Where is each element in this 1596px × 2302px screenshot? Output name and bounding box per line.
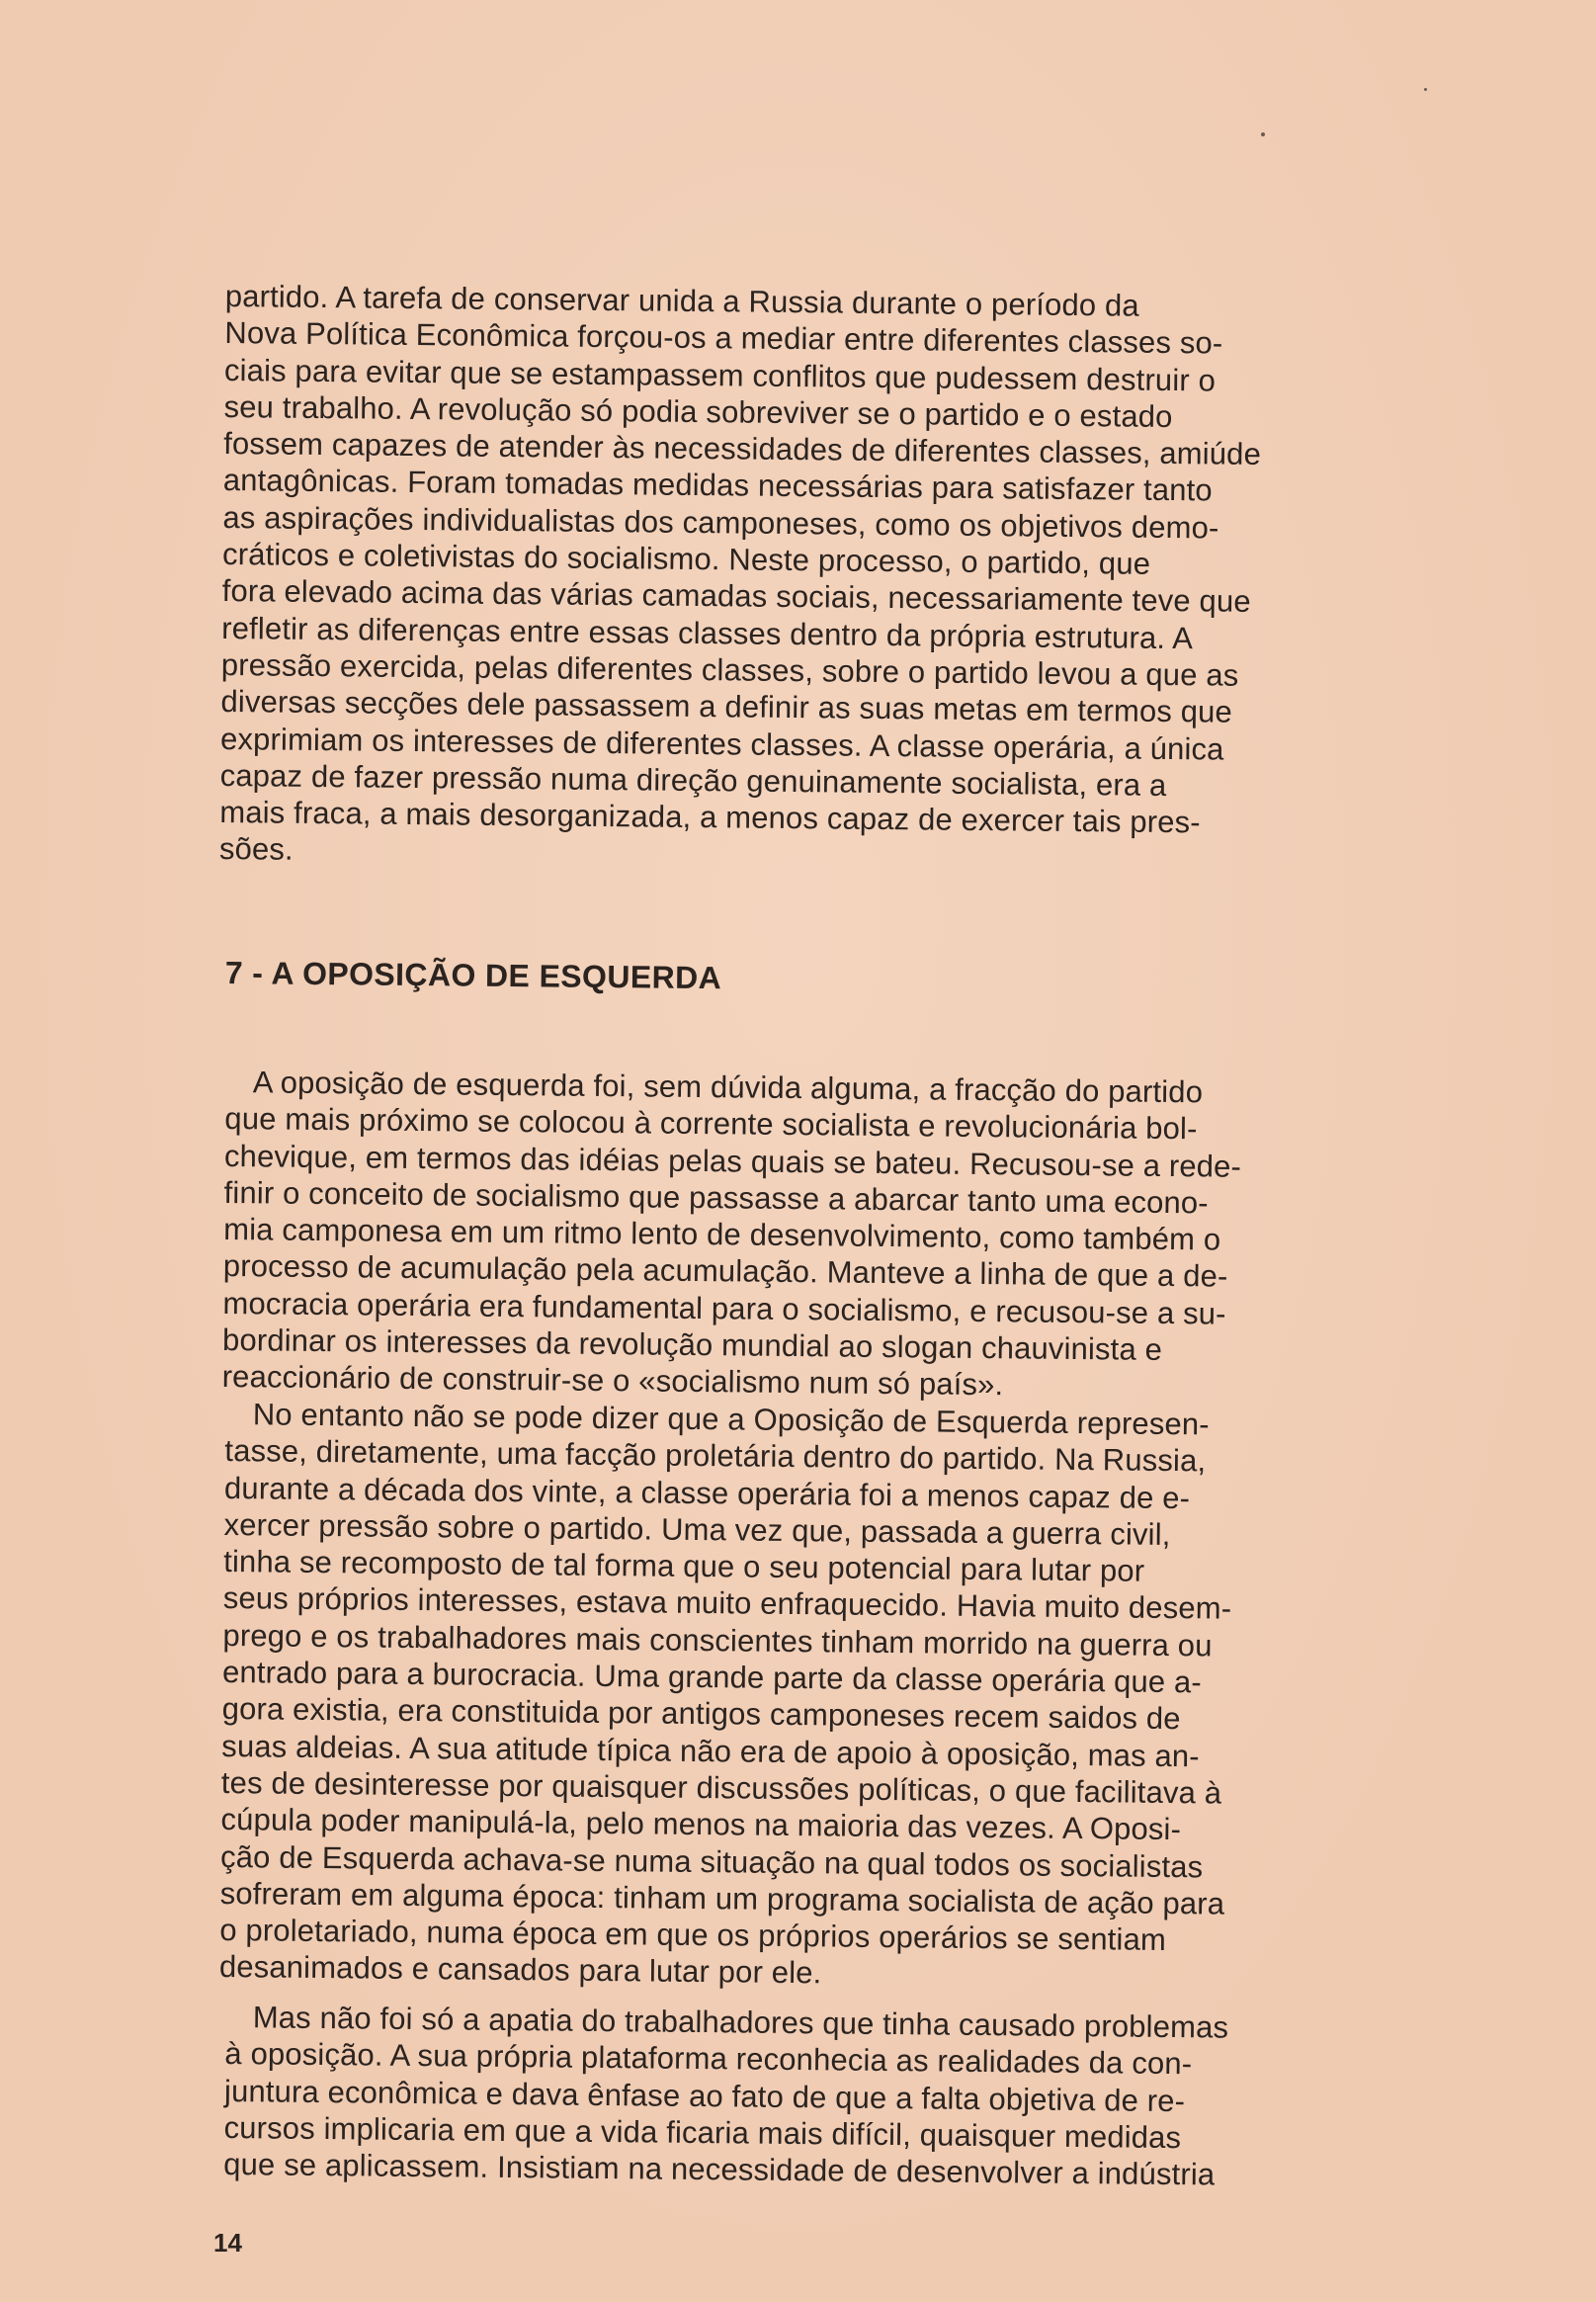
text-line: entrado para a burocracia. Uma grande parte da classe operária que a- [221,1655,1203,1700]
text-line: prego e os trabalhadores mais conscientes tinham morrido na guerra ou [222,1617,1213,1663]
text-line: sofreram em alguma época: tinham um programa socialista de ação para [219,1875,1225,1921]
text-line: mia camponesa em um ritmo lento de desenvolvimento, como também o [223,1212,1221,1257]
text-line: tinha se recomposto de tal forma que o seu potencial para lutar por [223,1544,1145,1588]
text-line: processo de acumulação pela acumulação. Manteve a linha de que a de- [222,1248,1228,1295]
paper-speck [1261,132,1265,136]
text-line: fora elevado acima das várias camadas sociais, necessariamente teve que [221,573,1251,620]
text-line: capaz de fazer pressão numa direção genuinamente socialista, era a [219,757,1167,803]
text-line: gora existia, era constituida por antigos camponeses recem saidos de [221,1691,1181,1737]
text-line: cursos implicaria em que a vida ficaria mais difícil, quaisquer medidas [223,2109,1182,2156]
text-line: bordinar os interesses da revolução mundial ao slogan chauvinista e [221,1322,1163,1368]
text-line: partido. A tarefa de conservar unida a Russia durante o período da [224,278,1139,323]
text-line: cúpula poder manipulá-la, pelo menos na maioria das vezes. A Oposi- [220,1802,1182,1847]
text-line: juntura econômica e dava ênfase ao fato de que a falta objetiva de re- [223,2073,1186,2118]
paragraph-1 [221,1064,1284,1407]
text-line: Mas não foi só a apatia do trabalhadores que tinha causado problemas [252,2000,1229,2045]
text-line: fossem capazes de atender às necessidades de diferentes classes, amiúde [223,426,1262,472]
text-line: que mais próximo se colocou à corrente socialista e revolucionária bol- [224,1101,1198,1147]
paper-speck [1424,88,1427,91]
text-line: tasse, diretamente, uma facção proletária dentro do partido. Na Russia, [224,1433,1207,1479]
text-line: No entanto não se pode dizer que a Oposição de Esquerda represen- [252,1397,1210,1442]
text-line: exprimiam os interesses de diferentes classes. A classe operária, a única [219,721,1224,767]
text-line: as aspirações individualistas dos camponeses, como os objetivos demo- [222,499,1219,546]
intro-paragraph [219,278,1285,879]
text-line: ção de Esquerda achava-se numa situação na qual todos os socialistas [219,1838,1204,1884]
text-line: mais fraca, a mais desorganizada, a menos capaz de exercer tais pres- [219,795,1201,840]
text-line: reaccionário de construir-se o «socialismo num só país». [221,1359,1004,1403]
text-line: diversas secções dele passassem a definir as suas metas em termos que [220,684,1233,729]
text-line: pressão exercida, pelas diferentes classes, sobre o partido levou a que as [220,646,1239,693]
paragraph-3 [223,1999,1285,2194]
text-line: antagônicas. Foram tomadas medidas necessárias para satisfazer tanto [222,463,1213,508]
text-line: refletir as diferenças entre essas classes dentro da própria estrutura. A [221,610,1194,655]
text-line: ciais para evitar que se estampassem conflitos que pudessem destruir o [223,352,1217,398]
text-line: cráticos e coletivistas do socialismo. Neste processo, o partido, que [221,537,1151,581]
text-line: finir o conceito de socialismo que passasse a abarcar tanto uma econo- [223,1174,1209,1221]
text-line: durante a década dos vinte, a classe operária foi a menos capaz de e- [223,1470,1191,1515]
text-line: chevique, em termos das idéias pelas quais se bateu. Recusou-se a rede- [223,1138,1242,1184]
text-line: Nova Política Econômica forçou-os a mediar entre diferentes classes so- [224,315,1223,361]
page-number: 14 [213,2228,242,2258]
text-line: seus próprios interesses, estava muito enfraquecido. Havia muito desem- [222,1580,1232,1627]
text-line: o proletariado, numa época em que os próprios operários se sentiam [219,1913,1167,1958]
text-line: que se aplicassem. Insistiam na necessidade de desenvolver a indústria [223,2147,1216,2192]
text-line: A oposição de esquerda foi, sem dúvida alguma, a fracção do partido [252,1065,1204,1110]
text-line: mocracia operária era fundamental para o socialismo, e recusou-se a su- [222,1285,1226,1331]
text-line: à oposição. A sua própria plataforma reconhecia as realidades da con- [224,2036,1193,2082]
text-line: suas aldeias. A sua atitude típica não era de apoio à oposição, mas an- [221,1728,1200,1774]
text-line: seu trabalho. A revolução só podia sobreviver se o partido e o estado [223,388,1173,434]
text-line: sões. [218,831,294,868]
text-line: xercer pressão sobre o partido. Uma vez que, passada a guerra civil, [223,1506,1171,1552]
text-line: tes de desinteresse por quaisquer discussões políticas, o que facilitava à [220,1764,1222,1811]
paragraph-2 [219,1396,1285,1997]
text-line: desanimados e cansados para lutar por ele. [218,1949,822,1991]
section-heading: 7 - A OPOSIÇÃO DE ESQUERDA [224,955,722,996]
